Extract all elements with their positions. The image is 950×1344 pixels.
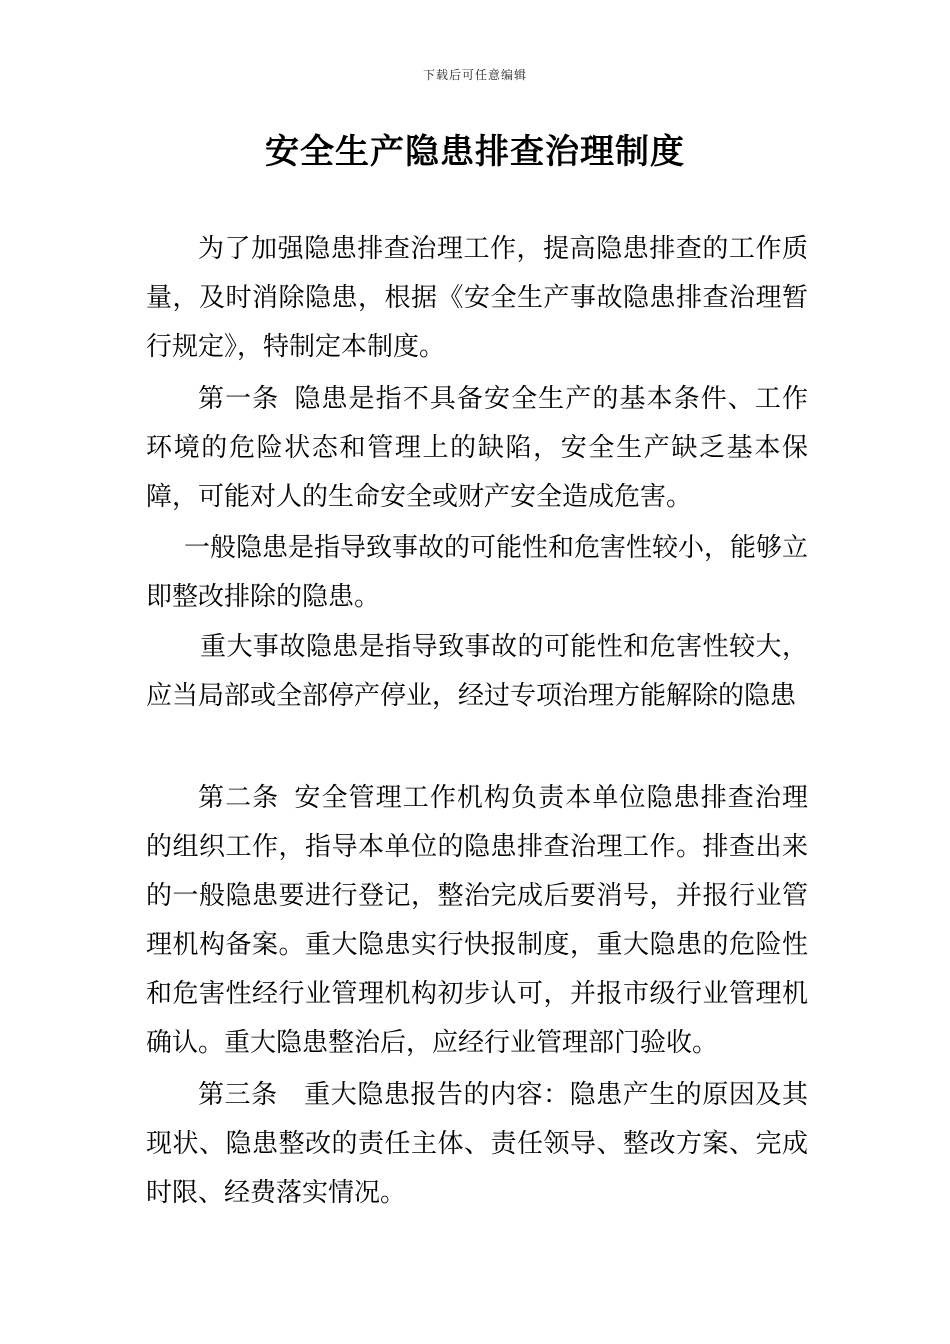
document-title: 安全生产隐患排查治理制度 — [265, 132, 685, 172]
paragraph-general-hazard — [146, 524, 808, 622]
paragraph-article-1 — [146, 375, 808, 522]
paragraph-article-2 — [146, 774, 808, 1068]
article-label: 第一条 — [198, 384, 280, 414]
paragraph-intro — [146, 225, 808, 372]
paragraph-text: 一般隐患是指导致事故的可能性和危害性较小，能够立即整改排除的隐患。 — [146, 533, 809, 612]
article-label: 第三条 — [198, 1080, 278, 1110]
paragraph-text: 隐患是指不具备安全生产的基本条件、工作环境的危险状态和管理上的缺陷，安全生产缺乏基本保障，可能对人的生命安全或财产安全造成危害。 — [146, 384, 808, 512]
paragraph-text: 重大隐患报告的内容：隐患产生的原因及其现状、隐患整改的责任主体、责任领导、整改方案、完成时限、经费落实情况。 — [146, 1080, 808, 1208]
paragraph-major-hazard — [146, 623, 808, 721]
header-note: 下载后可任意编辑 — [422, 68, 527, 82]
paragraph-text: 安全管理工作机构负责本单位隐患排查治理的组织工作，指导本单位的隐患排查治理工作。排查出来的一般隐患要进行登记，整治完成后要消号，并报行业管理机构备案。重大隐患实行快报制度，重大隐患的危险性和危害性经行业管理机构初步认可，并报市级行业管理机确认。重大隐患整治后，应经行业管理部门验收。 — [146, 783, 808, 1058]
paragraph-article-3 — [146, 1071, 808, 1218]
paragraph-text: 为了加强隐患排查治理工作，提高隐患排查的工作质量，及时消除隐患，根据《安全生产事故隐患排查治理暂行规定》，特制定本制度。 — [146, 234, 808, 362]
paragraph-text: 重大事故隐患是指导致事故的可能性和危害性较大，应当局部或全部停产停业，经过专项治理方能解除的隐患 — [146, 632, 808, 711]
article-label: 第二条 — [198, 783, 280, 813]
